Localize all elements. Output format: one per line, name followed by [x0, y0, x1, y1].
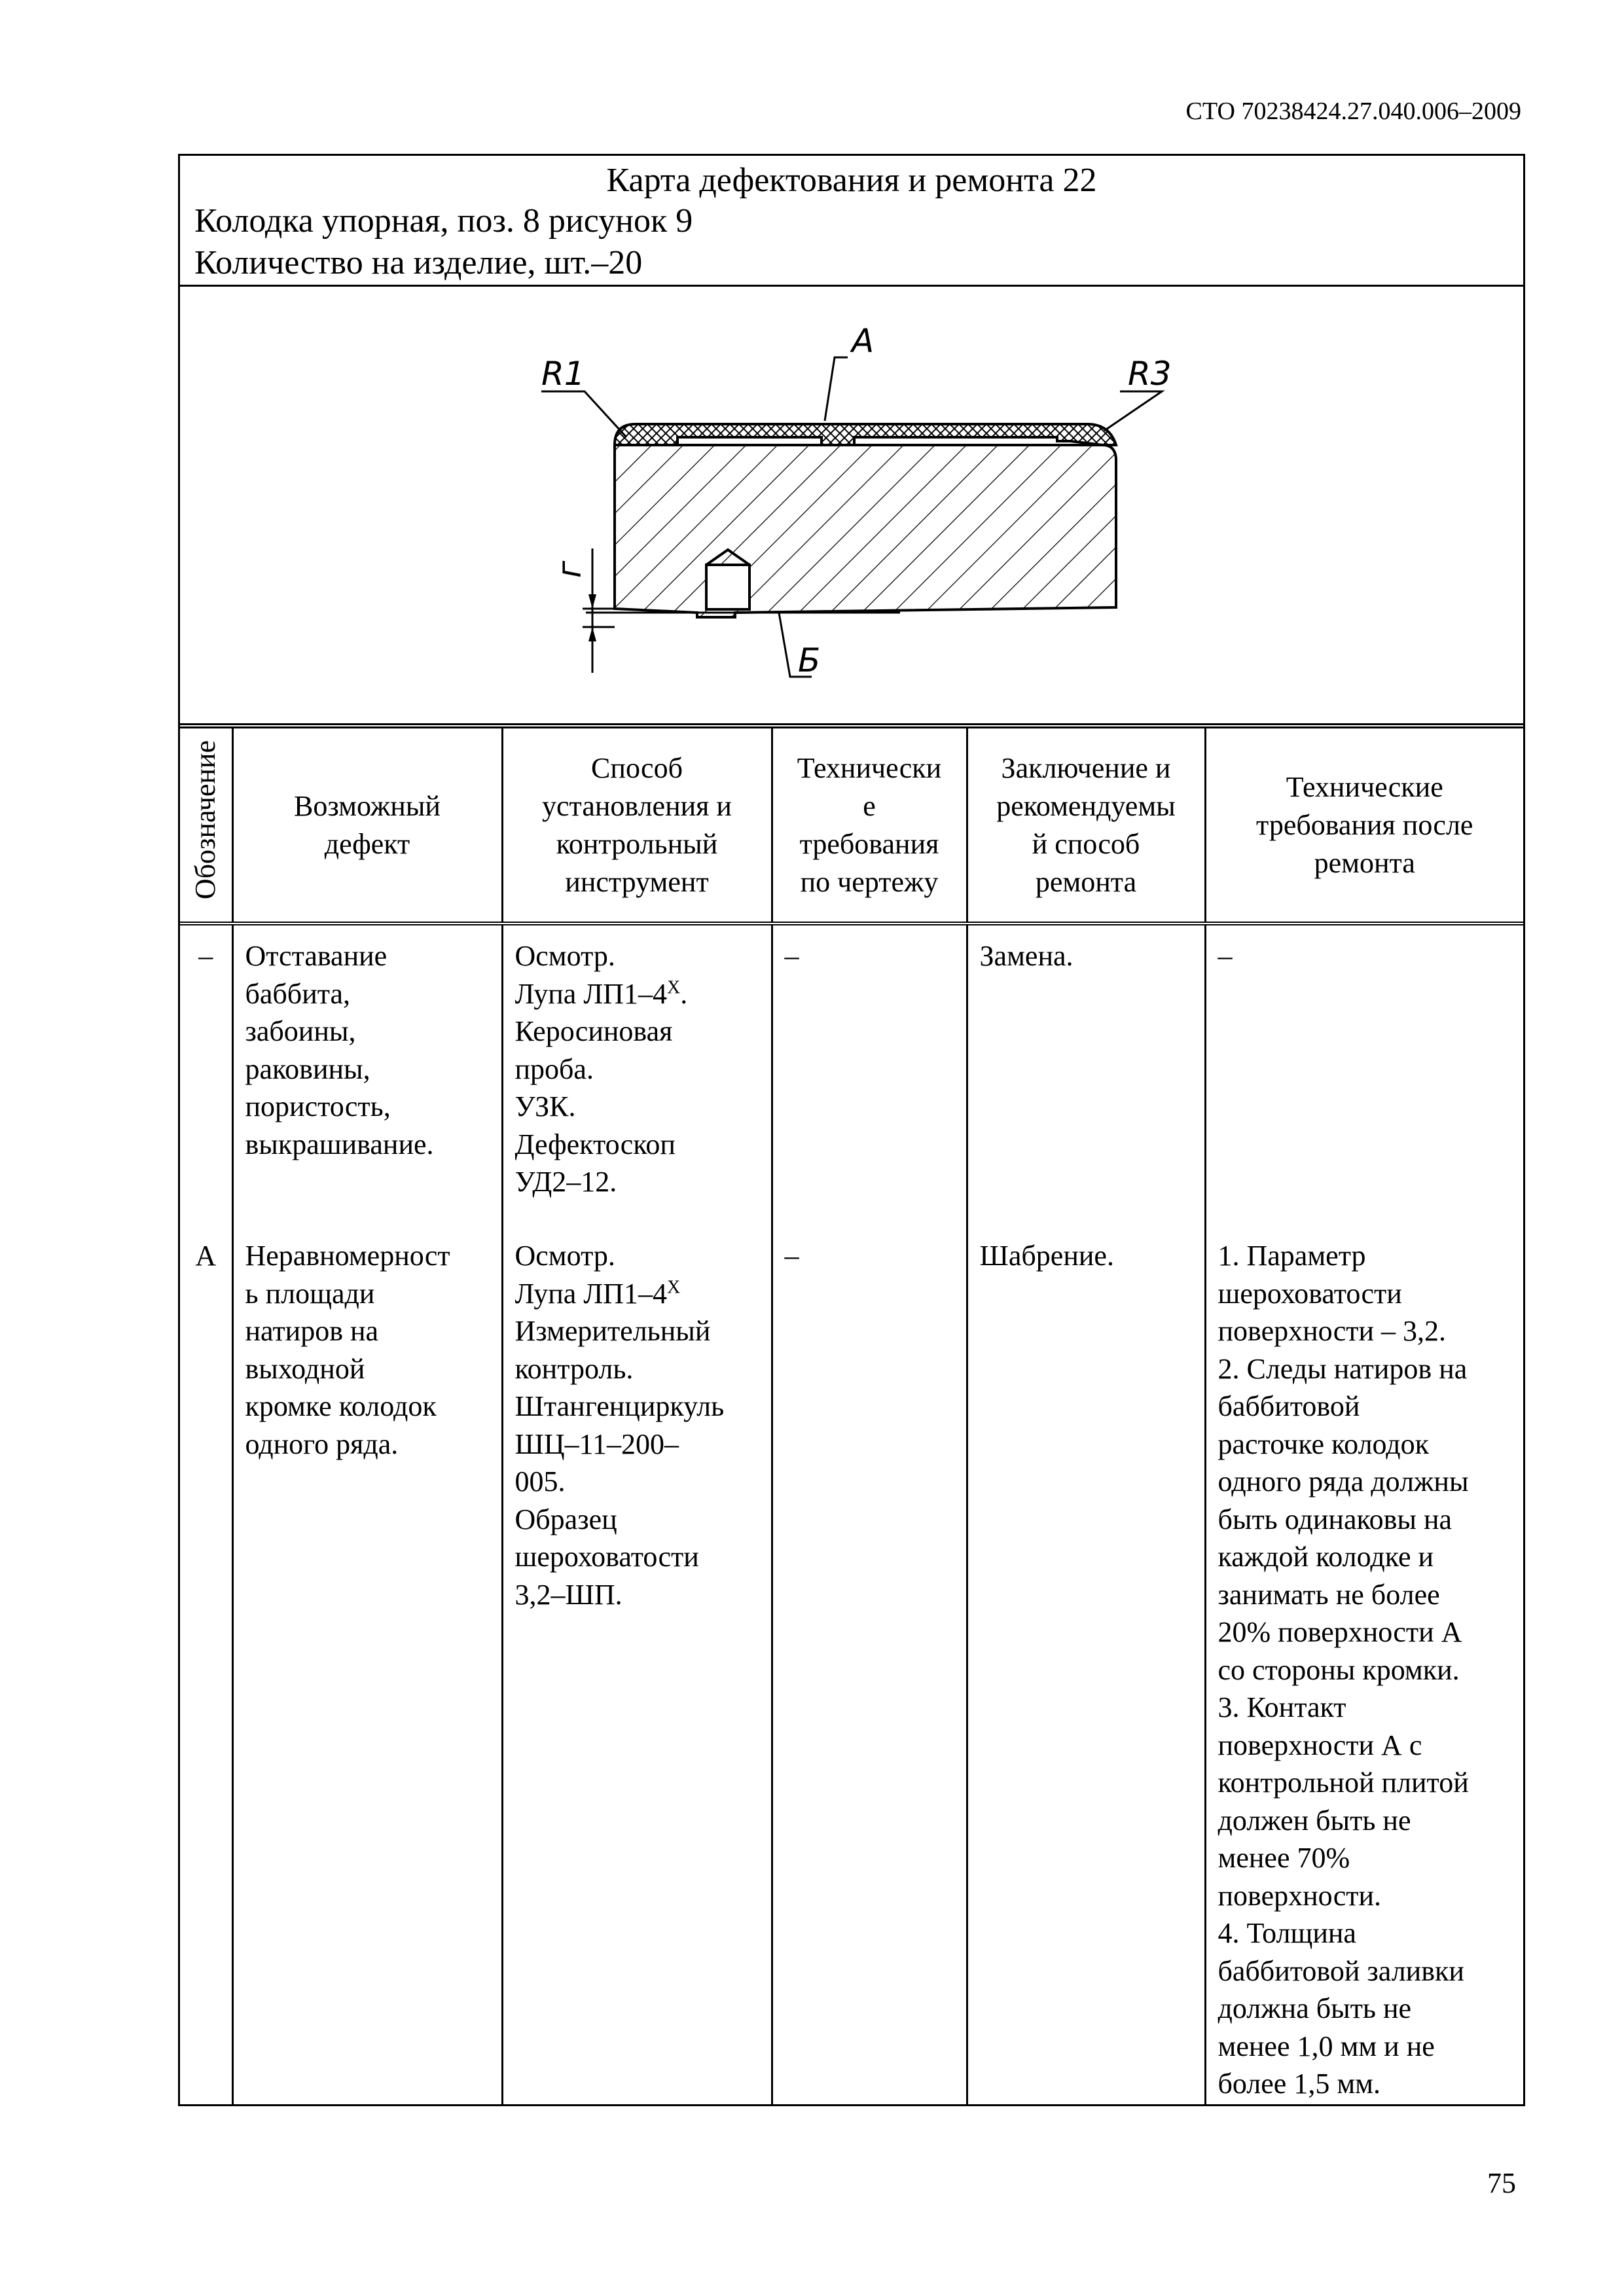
row-mark: А — [195, 1240, 217, 1272]
text-line: Осмотр. — [514, 940, 615, 972]
text-line: раковины, — [245, 1052, 370, 1085]
header-defect — [232, 728, 502, 924]
text-line: рекомендуемы — [996, 789, 1176, 822]
part-name: Колодка упорная, поз. 8 рисунок 9 — [194, 202, 693, 240]
text-line: УД2–12. — [514, 1166, 617, 1198]
text-line: баббитовой — [1218, 1390, 1360, 1422]
text-line: Измерительный — [514, 1315, 711, 1347]
text-line: контроль. — [514, 1352, 634, 1385]
surface-a-label: А — [852, 322, 875, 360]
text-line: й способ — [1032, 827, 1140, 860]
quantity-per-product: Количество на изделие, шт.–20 — [194, 244, 643, 281]
header-after-repair — [1205, 728, 1523, 924]
text-line: Отставание — [245, 940, 388, 972]
text-line: шероховатости — [1218, 1277, 1402, 1310]
text-line: дефект — [324, 827, 410, 860]
text-line: со стороны кромки. — [1218, 1653, 1460, 1686]
text-line: баббитовой заливки — [1218, 1954, 1464, 1987]
card-header — [180, 156, 1523, 287]
text-line: контрольной плитой — [1218, 1767, 1469, 1799]
row-defect — [232, 924, 502, 1225]
row-tech-req: – — [772, 1225, 967, 2104]
text-line: кромке колодок — [245, 1390, 437, 1422]
text-line: 3. Контакт — [1218, 1691, 1346, 1723]
text-line: Способ — [591, 751, 683, 784]
text-line: установления и — [542, 789, 732, 822]
defects-table — [180, 728, 1523, 2104]
table-header-row — [180, 728, 1523, 924]
row-after-repair — [1205, 924, 1523, 1225]
text-line: должен быть не — [1218, 1804, 1411, 1837]
header-conclusion — [967, 728, 1205, 924]
text-line: по чертежу — [800, 865, 939, 898]
text-line: 20% поверхности А — [1218, 1616, 1462, 1648]
text-line: Образец — [514, 1503, 617, 1535]
table-row — [180, 1225, 1523, 2104]
text-line: Керосиновая — [514, 1015, 673, 1047]
text-line: 3,2–ШП. — [514, 1578, 623, 1611]
surface-b-label: Б — [798, 641, 821, 679]
babbitt-layer — [615, 424, 1116, 445]
page-number: 75 — [1487, 2167, 1516, 2199]
row-conclusion: Замена. — [967, 924, 1205, 1225]
text-line: 2. Следы натиров на — [1218, 1352, 1468, 1385]
text-line: УЗК. — [514, 1090, 576, 1122]
row-defect — [232, 1225, 502, 2104]
text-line: шероховатости — [514, 1541, 699, 1573]
text-line: одного ряда должны — [1218, 1465, 1469, 1498]
text-line: Технические — [1286, 770, 1443, 803]
text-line: выходной — [245, 1352, 365, 1385]
text-line: 005. — [514, 1465, 566, 1498]
text-line: контрольный — [556, 827, 718, 860]
row-mark: – — [198, 940, 213, 972]
text-line: – — [1218, 940, 1233, 972]
text-line: Штангенциркуль — [514, 1390, 725, 1422]
text-line: быть одинаковы на — [1218, 1503, 1453, 1535]
row-method — [502, 1225, 772, 2104]
text-line: одного ряда. — [245, 1427, 399, 1460]
text-line: более 1,5 мм. — [1218, 2068, 1381, 2100]
dimension-g-label: г — [550, 560, 588, 579]
text-line: каждой колодке и — [1218, 1541, 1434, 1573]
row-method — [502, 924, 772, 1225]
text-line: выкрашивание. — [245, 1128, 434, 1160]
pin-hole — [706, 565, 749, 609]
magnification-superscript: X — [666, 977, 681, 997]
card-title: Карта дефектования и ремонта 22 — [606, 162, 1097, 199]
text-line: Возможный — [294, 789, 441, 822]
text-line: 1. Параметр — [1218, 1240, 1366, 1272]
text-line: поверхности А с — [1218, 1729, 1422, 1761]
header-tech-req — [772, 728, 967, 924]
text-line: ШЦ–11–200– — [514, 1427, 679, 1460]
text-line: Неравномерност — [245, 1240, 450, 1272]
text-line: Технически — [797, 751, 942, 784]
text-line: менее 70% — [1218, 1842, 1350, 1874]
text-line: расточке колодок — [1218, 1427, 1430, 1460]
technical-drawing-area — [180, 287, 1523, 725]
text-line: требования после — [1256, 808, 1473, 841]
radius-r1-label: R1 — [541, 355, 585, 393]
text-line: поверхности – 3,2. — [1218, 1315, 1447, 1347]
text-line: менее 1,0 мм и не — [1218, 2030, 1435, 2062]
text-line: ремонта — [1035, 865, 1137, 898]
magnification-superscript: X — [666, 1276, 681, 1297]
table-row — [180, 924, 1523, 1225]
row-conclusion: Шабрение. — [967, 1225, 1205, 2104]
text-line: 4. Толщина — [1218, 1917, 1356, 1949]
text-line: Лупа $ЛП1-4^X$. — [514, 977, 688, 1010]
text-line: натиров на — [245, 1315, 379, 1347]
row-after-repair — [1205, 1225, 1523, 2104]
radius-r3-label: R3 — [1128, 355, 1172, 393]
defect-repair-card — [178, 154, 1525, 2106]
text-line: баббита, — [245, 977, 351, 1010]
standard-code: СТО 70238424.27.040.006–2009 — [1185, 98, 1521, 125]
header-designation: Обозначение — [180, 728, 232, 924]
text-line: ь площади — [245, 1277, 375, 1310]
text-line: инструмент — [565, 865, 709, 898]
text-line: поверхности. — [1218, 1879, 1382, 1912]
text-line: Осмотр. — [514, 1240, 615, 1272]
row-tech-req: – — [772, 924, 967, 1225]
text-line: пористость, — [245, 1090, 391, 1122]
text-line: проба. — [514, 1052, 594, 1085]
thrust-pad-drawing — [180, 287, 1523, 723]
text-line: Заключение и — [1001, 751, 1171, 784]
text-line: ремонта — [1314, 846, 1415, 879]
text-line: требования — [799, 827, 939, 860]
pad-body — [615, 445, 1116, 617]
text-line: Дефектоскоп — [514, 1128, 676, 1160]
text-line: е — [863, 789, 876, 822]
text-line: должна быть не — [1218, 1992, 1412, 2024]
text-line: забоины, — [245, 1015, 356, 1047]
text-line: Лупа $ЛП1-4^X$ — [514, 1276, 681, 1310]
text-line: занимать не более — [1218, 1578, 1440, 1611]
header-method — [502, 728, 772, 924]
